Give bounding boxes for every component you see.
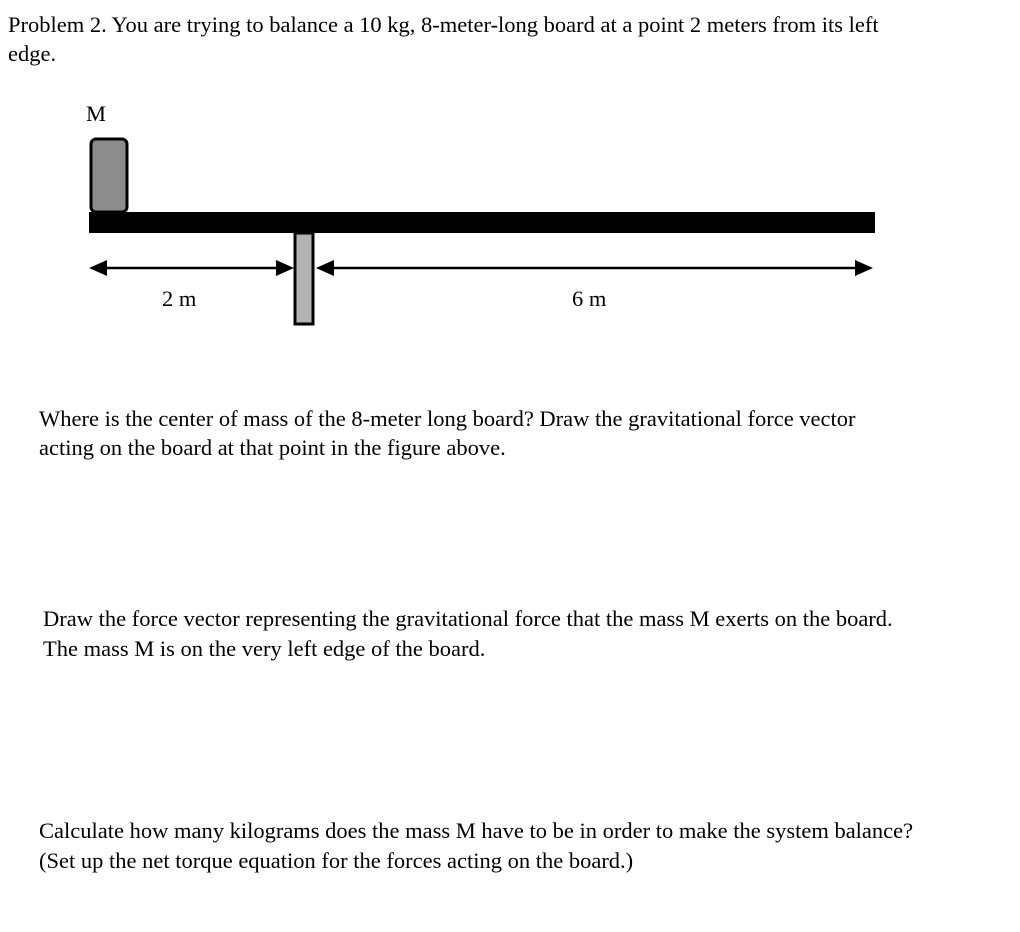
- right-distance-arrow: [316, 260, 873, 276]
- mass-label: M: [86, 101, 107, 126]
- question-3-line-2: (Set up the net torque equation for the forces acting on the board.): [39, 848, 634, 873]
- question-2-line-1: Draw the force vector representing the gravitational force that the mass M exerts on the board.: [43, 606, 893, 631]
- problem-statement-line-1: Problem 2. You are trying to balance a 10 kg, 8-meter-long board at a point 2 meters from its left: [8, 12, 879, 37]
- question-2-line-2: The mass M is on the very left edge of the board.: [43, 636, 486, 661]
- right-distance-label: 6 m: [572, 286, 607, 311]
- question-1-line-1: Where is the center of mass of the 8-meter long board? Draw the gravitational force vector: [39, 406, 856, 431]
- pivot-support: [295, 233, 313, 324]
- problem-statement-line-2: edge.: [8, 41, 57, 66]
- seesaw-diagram: [0, 0, 1020, 360]
- board: [89, 212, 875, 233]
- question-1-line-2: acting on the board at that point in the figure above.: [39, 435, 506, 460]
- left-distance-label: 2 m: [162, 286, 197, 311]
- mass-block: [91, 139, 127, 212]
- question-3-line-1: Calculate how many kilograms does the mass M have to be in order to make the system balance?: [39, 818, 914, 843]
- left-distance-arrow: [89, 260, 294, 276]
